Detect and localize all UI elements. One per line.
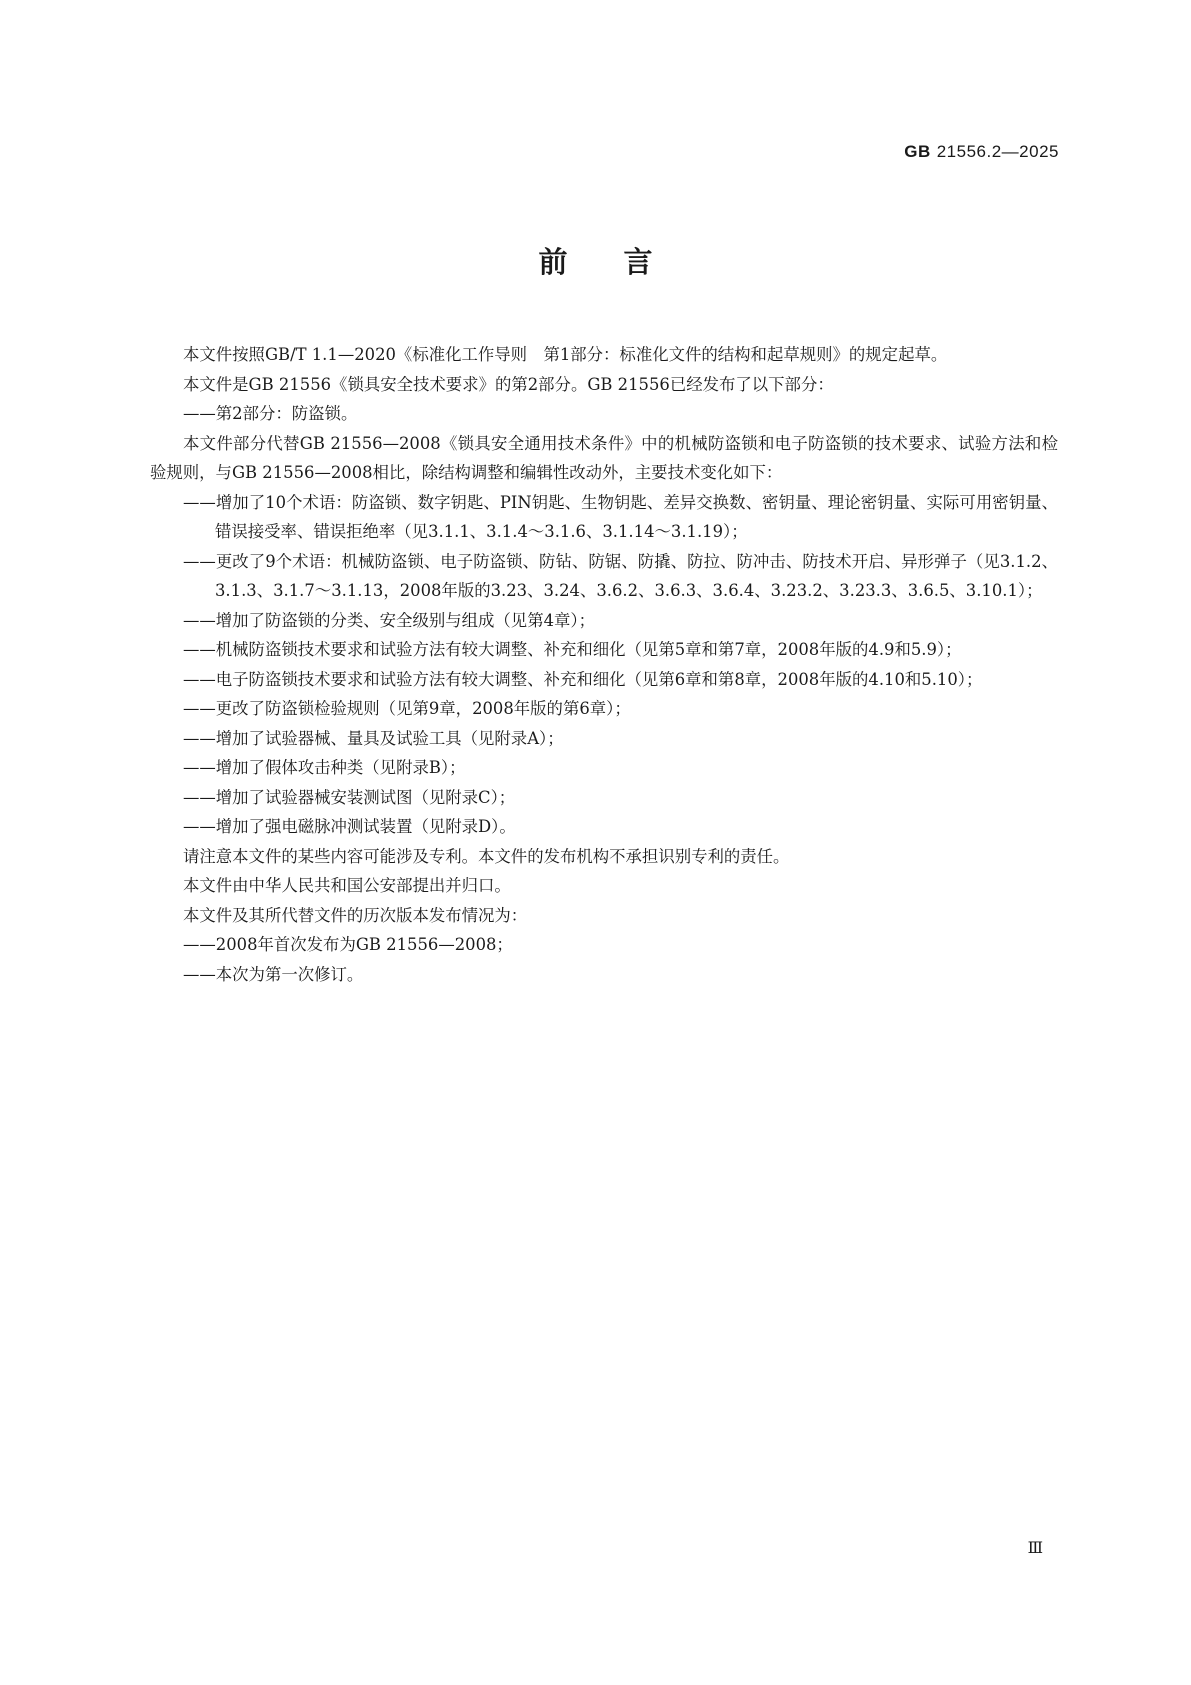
document-code-number: 21556.2—2025 — [936, 142, 1059, 161]
document-code-prefix: GB — [904, 142, 931, 161]
dash-list-item: ——增加了试验器械安装测试图（见附录C）； — [183, 787, 516, 807]
dash-list-item: ——机械防盗锁技术要求和试验方法有较大调整、补充和细化（见第5章和第7章，2008年版的4.9和5.9）； — [183, 640, 962, 659]
paragraph: 本文件及其所代替文件的历次版本发布情况为： — [183, 905, 528, 925]
dash-list-item: ——2008年首次发布为GB 21556—2008； — [183, 935, 513, 954]
document-code — [904, 142, 1059, 162]
dash-list-item: ——增加了10个术语：防盗锁、数字钥匙、PIN钥匙、生物钥匙、差异交换数、密钥量、理论密钥量、实际可用密钥量、错误接受率、错误拒绝率（见3.1.1、3.1.4～3.1.6、3.1.14～3.1.19）； — [183, 492, 1058, 541]
dash-list-item: ——增加了防盗锁的分类、安全级别与组成（见第4章）； — [183, 610, 595, 630]
dash-list-item: ——电子防盗锁技术要求和试验方法有较大调整、补充和细化（见第6章和第8章，2008年版的4.10和5.10）； — [183, 669, 983, 689]
page-title: 前言 — [538, 245, 709, 279]
paragraph: 本文件是GB 21556《锁具安全技术要求》的第2部分。GB 21556已经发布了以下部分： — [183, 374, 834, 394]
dash-list-item: ——增加了假体攻击种类（见附录B）； — [183, 758, 466, 777]
dash-list-item: ——第2部分：防盗锁。 — [183, 404, 358, 423]
dash-list-item: ——增加了试验器械、量具及试验工具（见附录A）； — [183, 728, 564, 748]
dash-list-item: ——更改了9个术语：机械防盗锁、电子防盗锁、防钻、防锯、防撬、防拉、防冲击、防技术开启、异形弹子（见3.1.2、3.1.3、3.1.7～3.1.13，2008年版的3.23、3.24、3.6.2、3.6.3、3.6.4、3.23.2、3.23.3、3.6.5、3.10.1）； — [183, 551, 1058, 600]
foreword-body — [150, 340, 1058, 989]
dash-list-item: ——增加了强电磁脉冲测试装置（见附录D）。 — [183, 817, 516, 836]
page-number: Ⅲ — [1027, 1540, 1043, 1557]
dash-list-item: ——本次为第一次修订。 — [183, 964, 364, 984]
paragraph: 本文件按照GB/T 1.1—2020《标准化工作导则 第1部分：标准化文件的结构和起草规则》的规定起草。 — [183, 345, 948, 364]
dash-list-item: ——更改了防盗锁检验规则（见第9章，2008年版的第6章）； — [183, 699, 631, 718]
paragraph: 本文件由中华人民共和国公安部提出并归口。 — [183, 876, 511, 895]
paragraph: 本文件部分代替GB 21556—2008《锁具安全通用技术条件》中的机械防盗锁和电子防盗锁的技术要求、试验方法和检验规则，与GB 21556—2008相比，除结构调整和编辑性改动外，主要技术变化如下： — [150, 433, 1058, 482]
paragraph: 请注意本文件的某些内容可能涉及专利。本文件的发布机构不承担识别专利的责任。 — [183, 846, 790, 866]
